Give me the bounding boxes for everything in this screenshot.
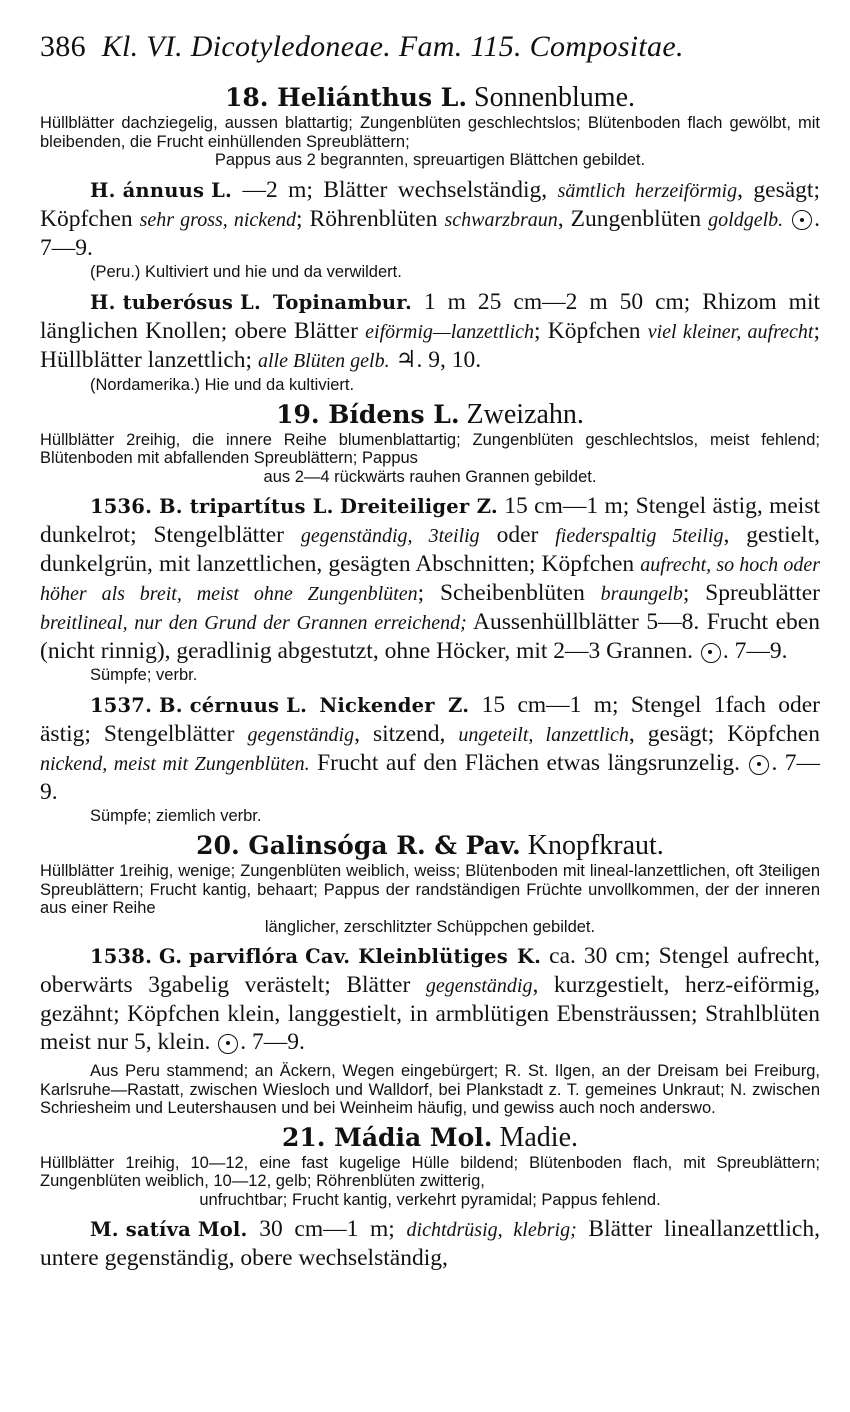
species-annuus: H. ánnuus L. —2 m; Blätter wechselständig, sämtlich herzeiförmig, gesägt; Köpfchen sehr gross, nickend; Röhrenblüten schwarzbraun, Zungenblüten goldgelb. . 7—9.: [40, 176, 820, 261]
species-1537: 1537. B. cérnuus L. Nickender Z. 15 cm—1 m; Stengel 1fach oder ästig; Stengelblätter gegenständig, sitzend, ungeteilt, lanzettlich, gesägt; Köpfchen nickend, meist mit Zungenblüten. Frucht auf den Flächen etwas längsrunzelig. . 7—9.: [40, 692, 821, 805]
genus-heading-19: [40, 399, 820, 431]
species-common-name: Topinambur.: [272, 290, 412, 314]
header-class-name: Dicotyledoneae.: [190, 30, 392, 63]
circle-dot-icon: [749, 755, 769, 775]
genus-diagnosis-18: [40, 114, 820, 170]
species-habitat: (Nordamerika.) Hie und da kultiviert.: [90, 375, 355, 394]
running-header: [40, 28, 820, 66]
species-name: 1538. G. parviflóra Cav.: [90, 945, 351, 968]
circle-dot-icon: [218, 1034, 238, 1054]
species-sativa: M. satíva Mol. 30 cm—1 m; dichtdrüsig, klebrig; Blätter lineallanzettlich, untere gegenständig, obere wechselständig,: [40, 1216, 820, 1271]
book-page: [40, 28, 820, 1272]
header-family-number: Fam. 115.: [398, 30, 522, 63]
species-name: H. tuberósus L.: [90, 290, 261, 314]
genus-common-name: Madie.: [499, 1121, 579, 1153]
genus-diagnosis-19: [40, 431, 820, 487]
diagnosis-body: Hüllblätter 1reihig, 10—12, eine fast kugelige Hülle bildend; Blütenboden flach, mit Spreublättern; Zungenblüten weiblich, 10—12, gelb; Röhrenblüten zwitterig,: [40, 1153, 820, 1190]
species-habitat: Sümpfe; verbr.: [90, 666, 198, 684]
header-family-name: Compositae.: [529, 30, 684, 63]
flowering-period: ♃. 9, 10.: [389, 346, 482, 373]
genus-diagnosis-21: [40, 1154, 820, 1210]
genus-title: 19. Bídens L.: [276, 399, 460, 429]
species-tuberosus: H. tuberósus L. Topinambur. 1 m 25 cm—2 m 50 cm; Rhizom mit länglichen Knollen; obere Blätter eiförmig—lanzettlich; Köpfchen viel kleiner, aufrecht; Hüllblätter lanzettlich; alle Blüten gelb. ♃. 9, 10.: [40, 288, 821, 373]
genus-diagnosis-20: [40, 862, 820, 936]
species-habitat: Sümpfe; ziemlich verbr.: [90, 807, 262, 825]
species-name: M. satíva Mol.: [90, 1218, 248, 1241]
genus-common-name: Sonnenblume.: [474, 82, 636, 113]
diagnosis-body: Hüllblätter dachziegelig, aussen blattartig; Zungenblüten geschlechtslos; Blütenboden flach gewölbt, mit bleibenden, die Frucht einhüllenden Spreublättern;: [40, 114, 820, 151]
page-number: 386: [40, 30, 86, 63]
diagnosis-last-line: aus 2—4 rückwärts rauhen Grannen gebildet.: [263, 467, 597, 486]
species-name: 1536. B. tripartítus L.: [90, 495, 334, 518]
genus-common-name: Knopfkraut.: [527, 830, 664, 861]
genus-title: 21. Mádia Mol.: [281, 1122, 493, 1152]
species-1536: 1536. B. tripartítus L. Dreiteiliger Z. 15 cm—1 m; Stengel ästig, meist dunkelrot; Stengelblätter gegenständig, 3teilig oder fiederspaltig 5teilig, gestielt, dunkelgrün, mit lanzettlichen, gesägten Abschnitten; Köpfchen aufrecht, so hoch oder höher als breit, meist ohne Zungenblüten; Scheibenblüten braungelb; Spreublätter breitlineal, nur den Grund der Grannen erreichend; Aussenhüllblätter 5—8. Frucht eben (nicht rinnig), geradlinig abgestutzt, ohne Höcker, mit 2—3 Grannen. . 7—9.: [40, 493, 821, 664]
species-name: 1537. B. cérnuus L.: [90, 694, 308, 717]
species-name: H. ánnuus L.: [90, 178, 233, 202]
genus-title: 20. Galinsóga R. & Pav.: [196, 831, 521, 860]
species-common-name: Kleinblütiges K.: [358, 945, 542, 968]
header-class: Kl. VI.: [101, 30, 183, 63]
diagnosis-last-line: länglicher, zerschlitzter Schüppchen gebildet.: [264, 917, 596, 936]
diagnosis-body: Hüllblätter 2reihig, die innere Reihe blumenblattartig; Zungenblüten geschlechtslos, meist fehlend; Blütenboden mit abfallenden Spreublättern; Pappus: [40, 430, 820, 467]
genus-heading-18: [40, 82, 820, 114]
genus-common-name: Zweizahn.: [466, 398, 584, 430]
species-habitat: (Peru.) Kultiviert und hie und da verwildert.: [90, 262, 402, 281]
species-habitat: Aus Peru stammend; an Äckern, Wegen eingebürgert; R. St. Ilgen, an der Dreisam bei Freiburg, Karlsruhe—Rastatt, zwischen Wiesloch und Walldorf, bei Plankstadt z. T. gemeines Unkraut; N. zwischen Schriesheim und Leutershausen und bei Weinheim häufig, und gewiss auch noch anderswo.: [40, 1062, 820, 1117]
diagnosis-last-line: Pappus aus 2 begrannten, spreuartigen Blättchen gebildet.: [214, 151, 646, 169]
species-common-name: Dreiteiliger Z.: [339, 495, 498, 518]
species-common-name: Nickender Z.: [319, 694, 470, 717]
genus-title: 18. Heliánthus L.: [224, 83, 468, 112]
genus-heading-20: [40, 830, 820, 862]
diagnosis-body: Hüllblätter 1reihig, wenige; Zungenblüten weiblich, weiss; Blütenboden mit lineal-lanzettlichen, oft 3teiligen Spreublättern; Frucht kantig, behaart; Pappus der randständigen Früchte unvollkommen, der der inneren aus einer Reihe: [40, 862, 820, 917]
circle-dot-icon: [792, 210, 812, 230]
species-1538: 1538. G. parviflóra Cav. Kleinblütiges K. ca. 30 cm; Stengel aufrecht, oberwärts 3gabelig verästelt; Blätter gegenständig, kurzgestielt, herz-eiförmig, gezähnt; Köpfchen klein, langgestielt, in armblütigen Ebensträussen; Strahlblüten meist nur 5, klein. . 7—9.: [40, 943, 821, 1055]
circle-dot-icon: [701, 643, 721, 663]
genus-heading-21: [40, 1122, 820, 1154]
diagnosis-last-line: unfruchtbar; Frucht kantig, verkehrt pyramidal; Pappus fehlend.: [199, 1190, 661, 1209]
